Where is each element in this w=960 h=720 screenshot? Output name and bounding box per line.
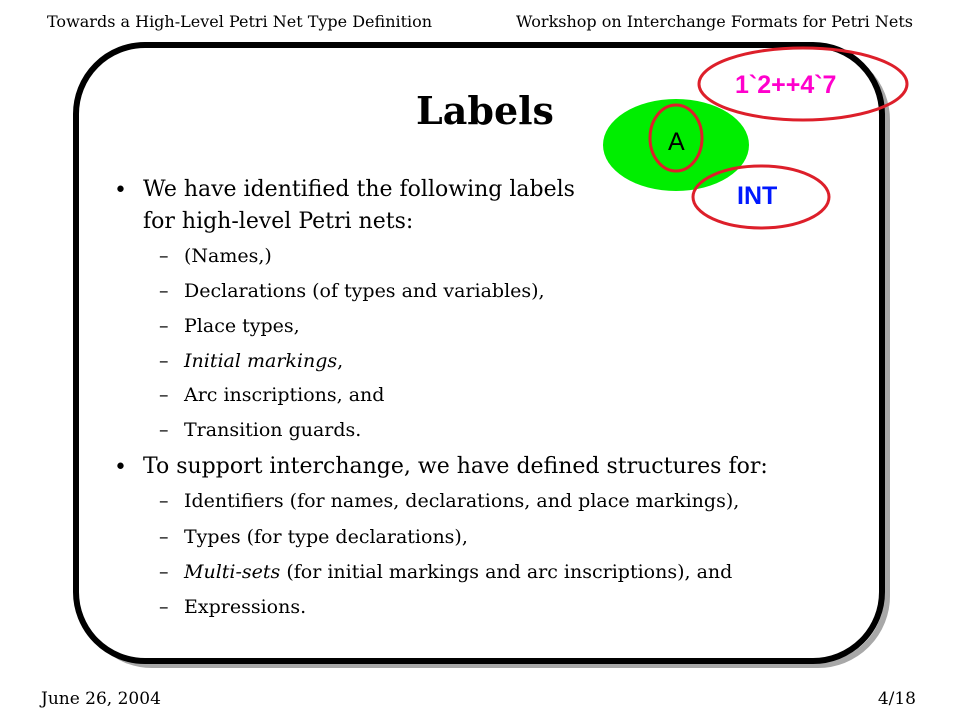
sub-item-declarations: Declarations (of types and variables), bbox=[184, 280, 545, 302]
dash-marker: – bbox=[159, 315, 169, 337]
multi-sets-term: Multi-sets bbox=[184, 561, 281, 583]
dash-marker: – bbox=[159, 419, 169, 441]
dash-marker: – bbox=[159, 526, 169, 548]
sub-item-place-types: Place types, bbox=[184, 315, 300, 337]
dash-marker: – bbox=[159, 490, 169, 512]
dash-marker: – bbox=[159, 350, 169, 372]
dash-marker: – bbox=[159, 245, 169, 267]
dash-marker: – bbox=[159, 384, 169, 406]
initial-markings-suffix: , bbox=[337, 350, 344, 372]
dash-marker: – bbox=[159, 280, 169, 302]
dash-marker: – bbox=[159, 561, 169, 583]
sub-item-expressions: Expressions. bbox=[184, 596, 307, 618]
place-name-label: A bbox=[668, 128, 685, 156]
header-left-title: Towards a High-Level Petri Net Type Definition bbox=[47, 12, 433, 31]
footer-date: June 26, 2004 bbox=[41, 689, 161, 709]
sub-item-names: (Names,) bbox=[184, 245, 272, 267]
sub-item-identifiers: Identifiers (for names, declarations, and place markings), bbox=[184, 490, 740, 512]
bullet-1-line-1: We have identified the following labels bbox=[143, 177, 575, 202]
initial-markings-term: Initial markings bbox=[184, 350, 338, 372]
sub-item-transition-guards: Transition guards. bbox=[184, 419, 362, 441]
slide-title: Labels bbox=[416, 88, 554, 133]
type-label: INT bbox=[737, 182, 778, 210]
header-right-title: Workshop on Interchange Formats for Petri Nets bbox=[515, 12, 913, 31]
initial-marking-label: 1`2++4`7 bbox=[735, 71, 837, 99]
dash-marker: – bbox=[159, 596, 169, 618]
sub-item-types: Types (for type declarations), bbox=[184, 526, 468, 548]
bullet-marker: • bbox=[114, 178, 127, 203]
multi-sets-suffix: (for initial markings and arc inscriptions), and bbox=[280, 561, 733, 583]
sub-item-arc-inscriptions: Arc inscriptions, and bbox=[184, 384, 385, 406]
bullet-1-line-2: for high-level Petri nets: bbox=[143, 209, 414, 234]
bullet-marker: • bbox=[114, 455, 127, 480]
footer-page-number: 4/18 bbox=[877, 689, 916, 709]
bullet-2-line-1: To support interchange, we have defined structures for: bbox=[143, 454, 768, 479]
